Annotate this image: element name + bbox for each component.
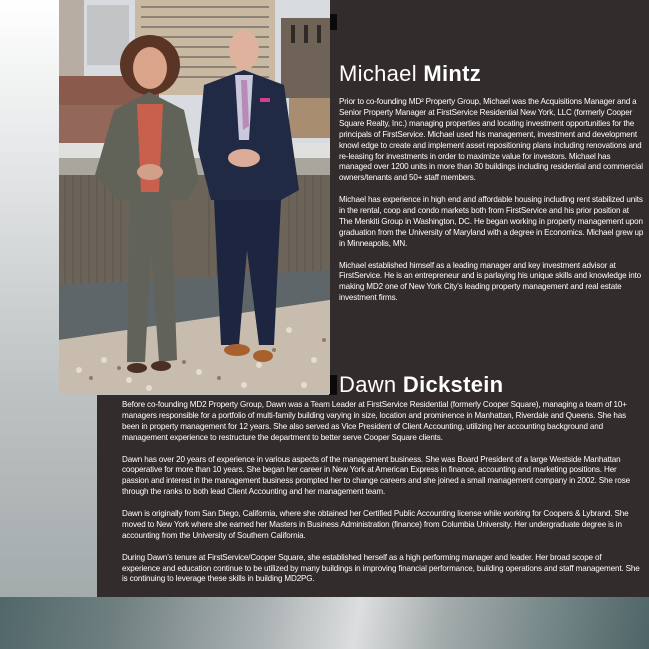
accent-block	[329, 375, 337, 395]
team-photo-illustration	[59, 0, 330, 394]
profile-name-dawn	[339, 372, 503, 398]
bio-paragraph: Dawn has over 20 years of experience in various aspects of the management business. She was Board President of a large Westside Manhattan cooperative for more than 10 years. She began her career in New York at American Express in finance, accounting and marketing positions. Her passion and interest in the management business prompted her to change careers and she joined a small management company in 2002. She rose through the ranks to both lead Client Accounting and her management team.	[122, 454, 630, 497]
profile-name-michael	[339, 61, 481, 87]
bio-paragraph: Prior to co-founding MD² Property Group, Michael was the Acquisitions Manager and a Senior Property Manager at FirstService Residential New York, LLC (formerly Cooper Square Realty, Inc.) managing properties and locating investment opportunities for the principals of FirstService. Michael used his management, investment and development knowl edge to create and implement asset repositioning plans including renovations and re-leasing for investments in order to maximize value for investors. Michael has managed over 1200 units in more than 30 buildings including residential and commercial owners/tenants and 50+ staff members.	[339, 97, 643, 183]
bio-paragraph: Michael has experience in high end and affordable housing including rent stabilized units in the rental, coop and condo markets both from FirstService and his prior position at The Menkiti Group in Washington, DC. He began working in property management upon graduation from the University of Maryland with a degree in Economics. Michael grew up in Minneapolis, MN.	[339, 195, 644, 248]
first-name: Michael	[339, 61, 417, 86]
last-name: Mintz	[423, 61, 482, 86]
accent-block	[330, 14, 337, 30]
bottom-gradient-band	[0, 597, 649, 649]
bio-michael	[339, 97, 644, 315]
bio-paragraph: Michael established himself as a leading manager and key investment advisor at FirstService. He is an entrepreneur and is parlaying his unique skills and knowledge into making MD2 one of New York City’s leading property management and real estate investment firms.	[339, 260, 642, 303]
bio-paragraph: During Dawn’s tenure at FirstService/Cooper Square, she established herself as a high performing manager and leader. Her broad scope of experience and education continue to be utilized by many buildings in improving financial performance, building operations and staff management. She is continuing to leverage these skills in building MD2PG.	[122, 552, 640, 584]
first-name: Dawn	[339, 372, 397, 397]
team-photo	[59, 0, 330, 394]
bio-dawn	[122, 400, 640, 596]
bio-paragraph: Before co-founding MD2 Property Group, Dawn was a Team Leader at FirstService Residential (formerly Cooper Square), managing a team of 10+ managers responsible for a portfolio of multi-family building varying in size, location and prominence in Manhattan, Riverdale and Queens. She has been in property management for 12 years. She also served as Vice President of Client Accounting, utilizing her accounting background and management experience to restructure the department to better serve Cooper Square clients.	[122, 400, 627, 442]
bio-paragraph: Dawn is originally from San Diego, California, where she obtained her Certified Public Accounting license while working for Coopers & Lybrand. She moved to New York where she earned her Masters in Business Administration (finance) from Columbia University. Her undergraduate degree is in accounting from the University of Southern California.	[122, 509, 629, 540]
last-name: Dickstein	[402, 372, 504, 397]
